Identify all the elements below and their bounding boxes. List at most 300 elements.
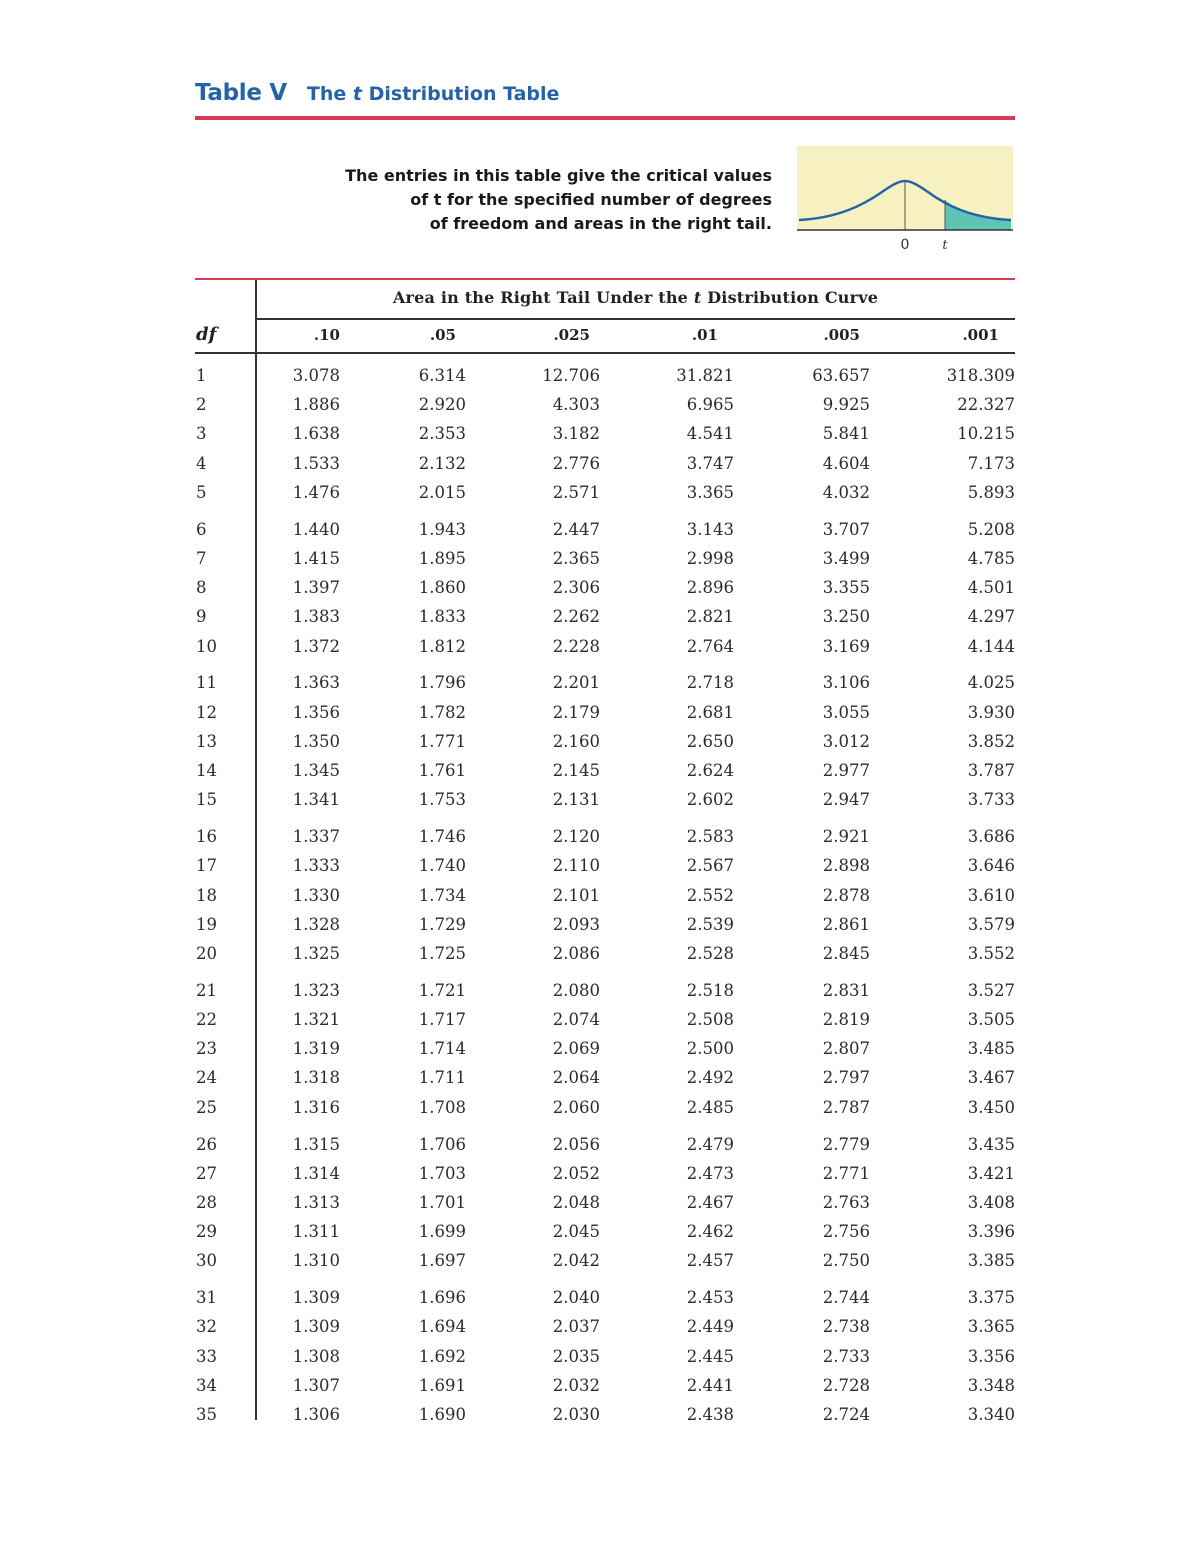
critical-value-cell: 1.316 — [292, 1097, 340, 1117]
critical-value-cell: 2.462 — [686, 1222, 734, 1242]
critical-value-cell: 1.725 — [418, 943, 466, 963]
critical-value-cell: 2.977 — [822, 761, 870, 780]
critical-value-cell: 3.852 — [967, 731, 1015, 751]
df-cell: 2 — [196, 395, 207, 415]
critical-value-cell: 3.143 — [686, 519, 734, 539]
df-cell: 12 — [196, 702, 217, 722]
critical-value-cell: 1.363 — [292, 673, 340, 693]
df-cell: 18 — [196, 885, 217, 905]
critical-value-cell: 1.860 — [418, 578, 466, 598]
critical-value-cell: 1.372 — [292, 636, 340, 656]
critical-value-cell: 2.048 — [552, 1192, 600, 1212]
critical-value-cell: 2.032 — [552, 1375, 600, 1395]
df-cell: 20 — [196, 943, 217, 963]
critical-value-cell: 2.831 — [822, 980, 870, 1000]
critical-value-cell: 3.686 — [967, 827, 1015, 847]
critical-value-cell: 1.314 — [292, 1163, 340, 1183]
critical-value-cell: 3.365 — [686, 482, 734, 502]
critical-value-cell: 1.325 — [292, 943, 340, 963]
critical-value-cell: 2.819 — [822, 1010, 870, 1029]
table-row — [0, 1006, 1200, 1034]
column-header-05: .05 — [429, 326, 456, 344]
critical-value-cell: 2.131 — [552, 790, 600, 810]
critical-value-cell: 1.833 — [418, 607, 466, 627]
critical-value-cell: 1.323 — [292, 980, 340, 1000]
critical-value-cell: 1.711 — [418, 1068, 466, 1088]
caption-suffix: Distribution Curve — [707, 288, 879, 307]
critical-value-cell: 2.093 — [552, 914, 600, 934]
table-row — [0, 1189, 1200, 1217]
critical-value-cell: 2.771 — [822, 1163, 870, 1183]
critical-value-cell: 2.467 — [686, 1192, 734, 1212]
critical-value-cell: 3.450 — [967, 1097, 1015, 1117]
critical-value-cell: 9.925 — [822, 395, 870, 415]
df-cell: 26 — [196, 1134, 217, 1154]
critical-value-cell: 2.518 — [686, 980, 734, 1000]
t-curve-graphic — [797, 146, 1013, 256]
table-row — [0, 1131, 1200, 1159]
critical-value-cell: 2.201 — [552, 673, 600, 693]
title-suffix: Distribution Table — [368, 83, 560, 105]
critical-value-cell: 2.056 — [552, 1134, 600, 1154]
df-cell: 23 — [196, 1039, 217, 1059]
critical-value-cell: 2.042 — [552, 1251, 600, 1271]
critical-value-cell: 1.311 — [292, 1222, 340, 1242]
description-line-2: of t for the specified number of degrees — [410, 190, 772, 209]
critical-value-cell: 1.699 — [418, 1222, 466, 1242]
critical-value-cell: 2.583 — [686, 827, 734, 847]
critical-value-cell: 2.045 — [552, 1222, 600, 1242]
critical-value-cell: 2.896 — [686, 578, 734, 598]
critical-value-cell: 1.306 — [292, 1405, 340, 1424]
critical-value-cell: 2.306 — [552, 578, 600, 598]
critical-value-cell: 6.965 — [686, 395, 734, 415]
column-header-10: .10 — [313, 326, 340, 344]
critical-value-cell: 3.579 — [967, 914, 1015, 934]
critical-value-cell: 2.037 — [552, 1317, 600, 1337]
df-cell: 13 — [196, 731, 217, 751]
critical-value-cell: 2.756 — [822, 1222, 870, 1242]
table-row — [0, 1401, 1200, 1429]
critical-value-cell: 3.435 — [967, 1134, 1015, 1154]
critical-value-cell: 2.724 — [822, 1405, 870, 1424]
table-row — [0, 940, 1200, 968]
critical-value-cell: 3.787 — [967, 761, 1015, 780]
critical-value-cell: 3.552 — [967, 943, 1015, 963]
critical-value-cell: 2.479 — [686, 1134, 734, 1154]
critical-value-cell: 2.650 — [686, 731, 734, 751]
critical-value-cell: 1.328 — [292, 914, 340, 934]
critical-value-cell: 2.052 — [552, 1163, 600, 1183]
critical-value-cell: 1.706 — [418, 1134, 466, 1154]
critical-value-cell: 2.101 — [552, 885, 600, 905]
critical-value-cell: 1.729 — [418, 914, 466, 934]
critical-value-cell: 2.064 — [552, 1068, 600, 1088]
critical-value-cell: 3.340 — [967, 1405, 1015, 1424]
table-heading — [307, 83, 560, 105]
table-row — [0, 1218, 1200, 1246]
df-cell: 4 — [196, 453, 207, 473]
critical-value-cell: 3.055 — [822, 702, 870, 722]
table-row — [0, 1064, 1200, 1092]
df-cell: 21 — [196, 980, 217, 1000]
caption-rule — [256, 318, 1015, 320]
critical-value-cell: 1.356 — [292, 702, 340, 722]
df-cell: 33 — [196, 1346, 217, 1366]
critical-value-cell: 2.552 — [686, 885, 734, 905]
critical-value-cell: 10.215 — [957, 424, 1015, 444]
table-row — [0, 786, 1200, 814]
table-row — [0, 823, 1200, 851]
critical-value-cell: 2.485 — [686, 1097, 734, 1117]
critical-value-cell: 1.703 — [418, 1163, 466, 1183]
table-row — [0, 1343, 1200, 1371]
table-row — [0, 882, 1200, 910]
table-description — [340, 164, 772, 236]
critical-value-cell: 2.120 — [552, 827, 600, 847]
critical-value-cell: 1.714 — [418, 1039, 466, 1059]
critical-value-cell: 1.796 — [418, 673, 466, 693]
critical-value-cell: 2.539 — [686, 914, 734, 934]
table-row — [0, 420, 1200, 448]
critical-value-cell: 1.895 — [418, 548, 466, 568]
critical-value-cell: 3.375 — [967, 1288, 1015, 1308]
critical-value-cell: 4.785 — [967, 548, 1015, 568]
table-row — [0, 1094, 1200, 1122]
critical-value-cell: 2.750 — [822, 1251, 870, 1271]
critical-value-cell: 1.717 — [418, 1010, 466, 1029]
table-title — [195, 80, 559, 116]
critical-value-cell: 1.691 — [418, 1375, 466, 1395]
df-cell: 29 — [196, 1222, 217, 1242]
critical-value-cell: 318.309 — [946, 366, 1015, 385]
critical-value-cell: 3.365 — [967, 1317, 1015, 1337]
critical-value-cell: 12.706 — [542, 366, 600, 385]
df-cell: 27 — [196, 1163, 217, 1183]
description-line-3: of freedom and areas in the right tail. — [429, 214, 772, 233]
critical-value-cell: 2.457 — [686, 1251, 734, 1271]
critical-value-cell: 3.707 — [822, 519, 870, 539]
critical-value-cell: 2.179 — [552, 702, 600, 722]
column-header-005: .005 — [823, 326, 860, 344]
critical-value-cell: 2.080 — [552, 980, 600, 1000]
critical-value-cell: 3.356 — [967, 1346, 1015, 1366]
table-row — [0, 911, 1200, 939]
df-cell: 19 — [196, 914, 217, 934]
df-cell: 6 — [196, 519, 207, 539]
critical-value-cell: 1.476 — [292, 482, 340, 502]
column-header-001: .001 — [962, 326, 999, 344]
critical-value-cell: 3.499 — [822, 548, 870, 568]
critical-value-cell: 1.734 — [418, 885, 466, 905]
critical-value-cell: 2.228 — [552, 636, 600, 656]
title-divider — [195, 116, 1015, 120]
critical-value-cell: 1.383 — [292, 607, 340, 627]
critical-value-cell: 3.610 — [967, 885, 1015, 905]
critical-value-cell: 2.718 — [686, 673, 734, 693]
title-variable: t — [352, 83, 362, 105]
df-cell: 10 — [196, 636, 217, 656]
critical-value-cell: 1.310 — [292, 1251, 340, 1271]
critical-value-cell: 2.160 — [552, 731, 600, 751]
critical-value-cell: 1.746 — [418, 827, 466, 847]
table-row — [0, 516, 1200, 544]
critical-value-cell: 2.365 — [552, 548, 600, 568]
critical-value-cell: 1.692 — [418, 1346, 466, 1366]
critical-value-cell: 2.441 — [686, 1375, 734, 1395]
critical-value-cell: 1.740 — [418, 856, 466, 876]
critical-value-cell: 2.681 — [686, 702, 734, 722]
critical-value-cell: 1.415 — [292, 548, 340, 568]
df-cell: 1 — [196, 366, 207, 385]
table-label: Table V — [195, 80, 287, 106]
critical-value-cell: 4.604 — [822, 453, 870, 473]
area-caption — [256, 288, 1015, 307]
critical-value-cell: 2.445 — [686, 1346, 734, 1366]
critical-value-cell: 1.308 — [292, 1346, 340, 1366]
df-cell: 15 — [196, 790, 217, 810]
critical-value-cell: 2.040 — [552, 1288, 600, 1308]
critical-value-cell: 1.330 — [292, 885, 340, 905]
critical-value-cell: 2.763 — [822, 1192, 870, 1212]
critical-value-cell: 3.385 — [967, 1251, 1015, 1271]
critical-value-cell: 1.697 — [418, 1251, 466, 1271]
critical-value-cell: 2.878 — [822, 885, 870, 905]
critical-value-cell: 1.321 — [292, 1010, 340, 1029]
critical-value-cell: 1.345 — [292, 761, 340, 780]
critical-value-cell: 22.327 — [957, 395, 1015, 415]
critical-value-cell: 1.337 — [292, 827, 340, 847]
critical-value-cell: 2.807 — [822, 1039, 870, 1059]
critical-value-cell: 2.110 — [552, 856, 600, 876]
critical-value-cell: 2.086 — [552, 943, 600, 963]
df-cell: 5 — [196, 482, 207, 502]
critical-value-cell: 1.397 — [292, 578, 340, 598]
table-row — [0, 669, 1200, 697]
critical-value-cell: 1.309 — [292, 1288, 340, 1308]
table-row — [0, 699, 1200, 727]
critical-value-cell: 1.694 — [418, 1317, 466, 1337]
critical-value-cell: 2.845 — [822, 943, 870, 963]
critical-value-cell: 2.898 — [822, 856, 870, 876]
critical-value-cell: 2.797 — [822, 1068, 870, 1088]
critical-value-cell: 2.779 — [822, 1134, 870, 1154]
critical-value-cell: 1.708 — [418, 1097, 466, 1117]
critical-value-cell: 1.350 — [292, 731, 340, 751]
critical-value-cell: 2.998 — [686, 548, 734, 568]
df-cell: 35 — [196, 1405, 217, 1424]
critical-value-cell: 3.421 — [967, 1163, 1015, 1183]
critical-value-cell: 2.030 — [552, 1405, 600, 1424]
critical-value-cell: 2.508 — [686, 1010, 734, 1029]
zero-label: 0 — [900, 237, 910, 253]
critical-value-cell: 1.771 — [418, 731, 466, 751]
critical-value-cell: 1.943 — [418, 519, 466, 539]
critical-value-cell: 4.144 — [967, 636, 1015, 656]
table-row — [0, 1284, 1200, 1312]
critical-value-cell: 4.025 — [967, 673, 1015, 693]
critical-value-cell: 3.348 — [967, 1375, 1015, 1395]
df-cell: 28 — [196, 1192, 217, 1212]
critical-value-cell: 2.776 — [552, 453, 600, 473]
critical-value-cell: 3.930 — [967, 702, 1015, 722]
table-row — [0, 1160, 1200, 1188]
df-cell: 30 — [196, 1251, 217, 1271]
critical-value-cell: 2.035 — [552, 1346, 600, 1366]
critical-value-cell: 2.132 — [418, 453, 466, 473]
critical-value-cell: 1.319 — [292, 1039, 340, 1059]
critical-value-cell: 1.812 — [418, 636, 466, 656]
critical-value-cell: 1.440 — [292, 519, 340, 539]
critical-value-cell: 2.500 — [686, 1039, 734, 1059]
df-cell: 3 — [196, 424, 207, 444]
critical-value-cell: 1.315 — [292, 1134, 340, 1154]
df-cell: 32 — [196, 1317, 217, 1337]
table-row — [0, 545, 1200, 573]
critical-value-cell: 2.733 — [822, 1346, 870, 1366]
description-line-1: The entries in this table give the critical values — [345, 166, 772, 185]
critical-value-cell: 1.341 — [292, 790, 340, 810]
df-cell: 14 — [196, 761, 217, 780]
critical-value-cell: 3.396 — [967, 1222, 1015, 1242]
critical-value-cell: 3.169 — [822, 636, 870, 656]
critical-value-cell: 2.571 — [552, 482, 600, 502]
critical-value-cell: 4.541 — [686, 424, 734, 444]
critical-value-cell: 2.528 — [686, 943, 734, 963]
critical-value-cell: 3.505 — [967, 1010, 1015, 1029]
critical-value-cell: 1.307 — [292, 1375, 340, 1395]
critical-value-cell: 3.646 — [967, 856, 1015, 876]
critical-value-cell: 2.738 — [822, 1317, 870, 1337]
critical-value-cell: 2.492 — [686, 1068, 734, 1088]
df-cell: 25 — [196, 1097, 217, 1117]
df-cell: 16 — [196, 827, 217, 847]
caption-variable: t — [693, 288, 702, 307]
critical-value-cell: 2.453 — [686, 1288, 734, 1308]
critical-value-cell: 2.764 — [686, 636, 734, 656]
critical-value-cell: 3.467 — [967, 1068, 1015, 1088]
df-cell: 8 — [196, 578, 207, 598]
critical-value-cell: 2.602 — [686, 790, 734, 810]
critical-value-cell: 2.624 — [686, 761, 734, 780]
critical-value-cell: 4.303 — [552, 395, 600, 415]
t-label: t — [942, 238, 948, 253]
table-row — [0, 391, 1200, 419]
df-cell: 22 — [196, 1010, 217, 1029]
table-row — [0, 1313, 1200, 1341]
table-row — [0, 1247, 1200, 1275]
critical-value-cell: 3.012 — [822, 731, 870, 751]
critical-value-cell: 5.841 — [822, 424, 870, 444]
critical-value-cell: 1.721 — [418, 980, 466, 1000]
table-row — [0, 1372, 1200, 1400]
df-cell: 34 — [196, 1375, 217, 1395]
df-cell: 11 — [196, 673, 217, 693]
critical-value-cell: 5.893 — [967, 482, 1015, 502]
critical-value-cell: 2.353 — [418, 424, 466, 444]
critical-value-cell: 3.106 — [822, 673, 870, 693]
table-row — [0, 479, 1200, 507]
column-header-rule — [195, 352, 1015, 354]
critical-value-cell: 2.744 — [822, 1288, 870, 1308]
critical-value-cell: 2.447 — [552, 519, 600, 539]
table-row — [0, 362, 1200, 390]
critical-value-cell: 1.309 — [292, 1317, 340, 1337]
table-row — [0, 450, 1200, 478]
critical-value-cell: 2.787 — [822, 1097, 870, 1117]
df-cell: 17 — [196, 856, 217, 876]
critical-value-cell: 2.060 — [552, 1097, 600, 1117]
critical-value-cell: 2.861 — [822, 914, 870, 934]
df-header: df — [196, 324, 217, 345]
critical-value-cell: 5.208 — [967, 519, 1015, 539]
critical-value-cell: 2.145 — [552, 761, 600, 780]
critical-value-cell: 3.250 — [822, 607, 870, 627]
table-row — [0, 603, 1200, 631]
caption-prefix: Area in the Right Tail Under the — [392, 288, 689, 307]
table-row — [0, 1035, 1200, 1063]
df-cell: 31 — [196, 1288, 217, 1308]
critical-value-cell: 1.313 — [292, 1192, 340, 1212]
column-header-01: .01 — [691, 326, 718, 344]
critical-value-cell: 2.947 — [822, 790, 870, 810]
table-top-rule — [195, 278, 1015, 280]
critical-value-cell: 2.262 — [552, 607, 600, 627]
critical-value-cell: 1.696 — [418, 1288, 466, 1308]
critical-value-cell: 3.527 — [967, 980, 1015, 1000]
table-row — [0, 728, 1200, 756]
title-prefix: The — [306, 83, 347, 105]
df-cell: 9 — [196, 607, 207, 627]
critical-value-cell: 3.485 — [967, 1039, 1015, 1059]
critical-value-cell: 2.821 — [686, 607, 734, 627]
column-header-025: .025 — [553, 326, 590, 344]
critical-value-cell: 2.567 — [686, 856, 734, 876]
df-cell: 24 — [196, 1068, 217, 1088]
critical-value-cell: 1.701 — [418, 1192, 466, 1212]
critical-value-cell: 2.074 — [552, 1010, 600, 1029]
critical-value-cell: 1.782 — [418, 702, 466, 722]
critical-value-cell: 3.182 — [552, 424, 600, 444]
table-row — [0, 852, 1200, 880]
critical-value-cell: 2.920 — [418, 395, 466, 415]
df-cell: 7 — [196, 548, 207, 568]
critical-value-cell: 1.318 — [292, 1068, 340, 1088]
critical-value-cell: 1.533 — [292, 453, 340, 473]
critical-value-cell: 3.408 — [967, 1192, 1015, 1212]
critical-value-cell: 2.921 — [822, 827, 870, 847]
critical-value-cell: 2.069 — [552, 1039, 600, 1059]
critical-value-cell: 4.501 — [967, 578, 1015, 598]
critical-value-cell: 6.314 — [418, 366, 466, 385]
t-distribution-figure — [797, 146, 1013, 256]
table-row — [0, 633, 1200, 661]
critical-value-cell: 2.015 — [418, 482, 466, 502]
critical-value-cell: 7.173 — [967, 453, 1015, 473]
critical-value-cell: 2.728 — [822, 1375, 870, 1395]
critical-value-cell: 1.753 — [418, 790, 466, 810]
table-row — [0, 977, 1200, 1005]
critical-value-cell: 1.761 — [418, 761, 466, 780]
critical-value-cell: 4.032 — [822, 482, 870, 502]
table-row — [0, 574, 1200, 602]
critical-value-cell: 1.690 — [418, 1405, 466, 1424]
critical-value-cell: 2.438 — [686, 1405, 734, 1424]
critical-value-cell: 2.449 — [686, 1317, 734, 1337]
table-row — [0, 757, 1200, 785]
critical-value-cell: 3.733 — [967, 790, 1015, 810]
critical-value-cell: 1.886 — [292, 395, 340, 415]
